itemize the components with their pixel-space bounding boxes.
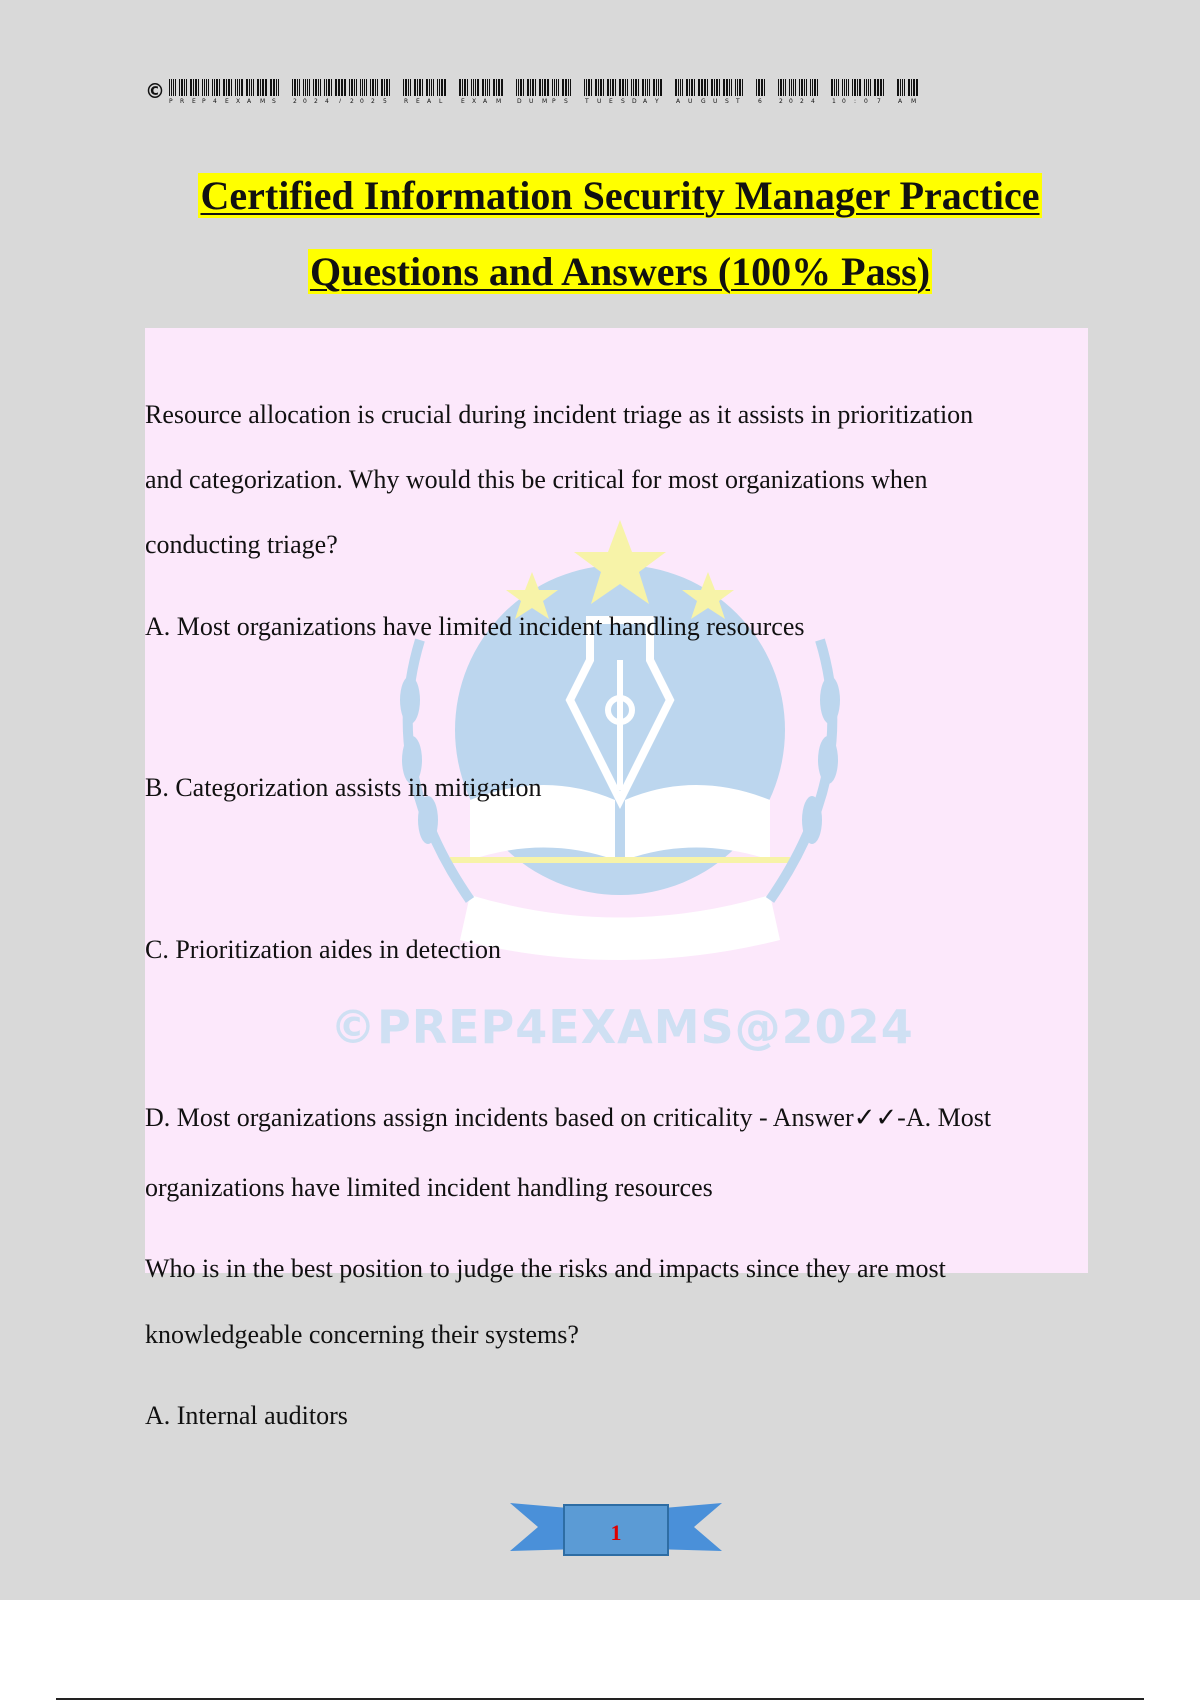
svg-text:R: R: [180, 98, 185, 103]
svg-text:4: 4: [213, 98, 217, 103]
svg-text:7: 7: [877, 98, 881, 103]
svg-text:M: M: [496, 98, 502, 103]
svg-text:0: 0: [789, 98, 793, 103]
question-1-text-line-3: conducting triage?: [145, 530, 338, 559]
svg-text:0: 0: [303, 98, 307, 103]
svg-text:P: P: [552, 98, 556, 103]
barcode-image: [169, 79, 981, 103]
svg-text:P: P: [169, 98, 173, 103]
page-number: 1: [610, 1520, 622, 1545]
question-1-option-a: A. Most organizations have limited incident handling resources: [145, 612, 805, 641]
svg-text:G: G: [701, 98, 706, 103]
svg-text:2: 2: [800, 98, 804, 103]
svg-text:E: E: [192, 98, 196, 103]
svg-text:E: E: [609, 98, 613, 103]
svg-text:A: A: [676, 98, 681, 103]
svg-text:E: E: [461, 98, 465, 103]
svg-text:2: 2: [779, 98, 783, 103]
svg-text:2: 2: [371, 98, 375, 103]
svg-text:4: 4: [325, 98, 329, 103]
question-1-answer-line-2: organizations have limited incident handling resources: [145, 1173, 713, 1202]
svg-text:6: 6: [758, 98, 762, 103]
barcode-header: [145, 78, 981, 104]
svg-text:T: T: [736, 98, 740, 103]
question-1-option-b: B. Categorization assists in mitigation: [145, 773, 542, 802]
watermark-text: ©PREP4EXAMS@2024: [330, 1000, 914, 1054]
svg-text:A: A: [643, 98, 648, 103]
svg-text:U: U: [529, 98, 534, 103]
svg-text:A: A: [483, 98, 488, 103]
svg-text:1: 1: [832, 98, 836, 103]
svg-text:M: M: [911, 98, 917, 103]
svg-text:S: S: [564, 98, 568, 103]
svg-text:A: A: [247, 98, 252, 103]
question-1-text-line-2: and categorization. Why would this be critical for most organizations when: [145, 465, 928, 494]
svg-text:0: 0: [360, 98, 364, 103]
svg-text:Y: Y: [655, 98, 659, 103]
document-title-line-1: Certified Information Security Manager Practice: [200, 173, 1040, 218]
svg-text:0: 0: [842, 98, 846, 103]
copyright-symbol: ©: [145, 79, 165, 103]
document-title-line-2: Questions and Answers (100% Pass): [309, 249, 931, 294]
svg-text:S: S: [272, 98, 276, 103]
question-2-option-a: A. Internal auditors: [145, 1401, 348, 1430]
svg-text:M: M: [542, 98, 548, 103]
question-2-text-line-1: Who is in the best position to judge the risks and impacts since they are most: [145, 1254, 946, 1283]
svg-text:D: D: [632, 98, 637, 103]
svg-text:E: E: [416, 98, 420, 103]
svg-text:2: 2: [350, 98, 354, 103]
svg-text:4: 4: [811, 98, 815, 103]
svg-text:U: U: [597, 98, 602, 103]
svg-text:X: X: [236, 98, 241, 103]
svg-text:A: A: [427, 98, 432, 103]
svg-text:0: 0: [864, 98, 868, 103]
logo-watermark: [340, 500, 900, 1000]
svg-text:S: S: [621, 98, 625, 103]
svg-text:X: X: [472, 98, 477, 103]
question-1-text-line-1: Resource allocation is crucial during incident triage as it assists in prioritization: [145, 400, 974, 429]
svg-text:5: 5: [383, 98, 387, 103]
svg-text:S: S: [725, 98, 729, 103]
svg-text:U: U: [713, 98, 718, 103]
svg-text:R: R: [404, 98, 409, 103]
svg-text:U: U: [688, 98, 693, 103]
svg-text::: :: [854, 98, 857, 103]
svg-text:T: T: [585, 98, 589, 103]
svg-text:/: /: [339, 98, 342, 103]
svg-text:D: D: [517, 98, 522, 103]
svg-text:E: E: [225, 98, 229, 103]
svg-text:M: M: [260, 98, 266, 103]
svg-text:L: L: [439, 98, 443, 103]
question-1-option-d-line-1: D. Most organizations assign incidents based on criticality - Answer✓✓-A. Most: [145, 1103, 992, 1132]
svg-text:2: 2: [293, 98, 297, 103]
question-1-option-c: C. Prioritization aides in detection: [145, 935, 501, 964]
svg-text:P: P: [202, 98, 206, 103]
svg-text:2: 2: [314, 98, 318, 103]
svg-text:A: A: [898, 98, 903, 103]
question-2-text-line-2: knowledgeable concerning their systems?: [145, 1320, 579, 1349]
